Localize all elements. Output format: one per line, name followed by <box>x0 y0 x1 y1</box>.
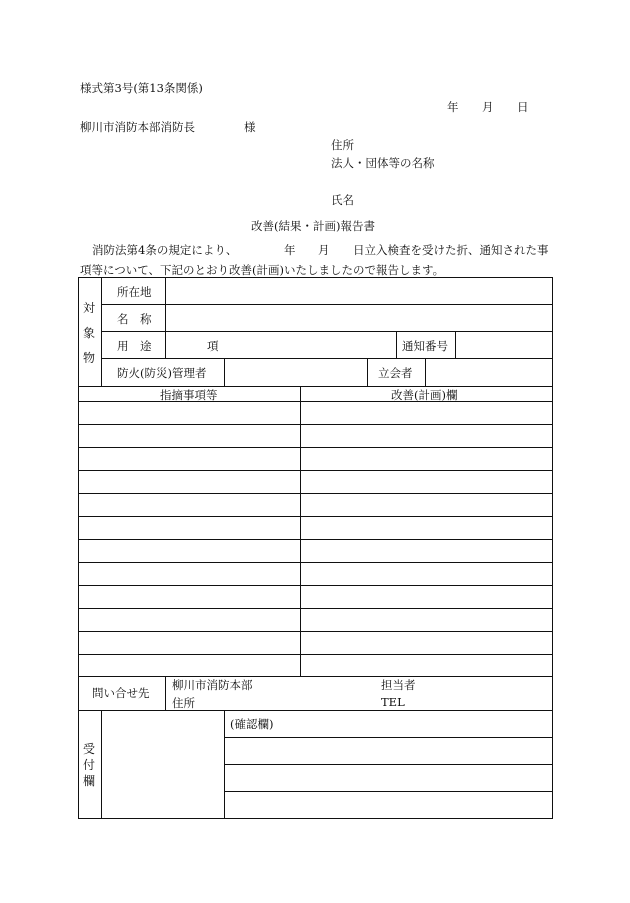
contact-label: 問い合せ先 <box>92 686 150 700</box>
date-year: 年 <box>447 100 459 114</box>
witness-label: 立会者 <box>378 366 413 380</box>
body-line1-b: 日立入検査を受けた折、通知された事 <box>353 243 549 257</box>
contact-tel-label: TEL <box>381 695 405 709</box>
body-line1-a: 消防法第4条の規定により、 <box>92 243 238 257</box>
applicant-address-label: 住所 <box>331 138 354 152</box>
addressee-name: 柳川市消防本部消防長 <box>80 120 195 134</box>
target-label: 対象物 <box>82 301 95 366</box>
reception-label: 受付欄 <box>82 742 95 789</box>
use-label: 用 途 <box>117 339 152 353</box>
name-label: 名 称 <box>117 312 152 326</box>
location-label: 所在地 <box>117 285 152 299</box>
col-improvement: 改善(計画)欄 <box>391 388 458 402</box>
contact-org: 柳川市消防本部 <box>172 678 253 692</box>
body-month: 月 <box>318 243 330 257</box>
date-day: 日 <box>517 100 529 114</box>
col-findings: 指摘事項等 <box>160 388 218 402</box>
date-month: 月 <box>482 100 494 114</box>
notice-no-label: 通知番号 <box>402 339 448 353</box>
applicant-org-label: 法人・団体等の名称 <box>331 156 435 170</box>
addressee-honorific: 様 <box>244 120 256 134</box>
report-title: 改善(結果・計画)報告書 <box>251 219 375 233</box>
item-label: 項 <box>207 339 219 353</box>
body-year: 年 <box>284 243 296 257</box>
confirm-label: (確認欄) <box>230 717 274 731</box>
contact-person-label: 担当者 <box>381 678 416 692</box>
form-number: 様式第3号(第13条関係) <box>80 81 203 95</box>
applicant-name-label: 氏名 <box>331 193 354 207</box>
fire-manager-label: 防火(防災)管理者 <box>117 366 207 380</box>
contact-address-label: 住所 <box>172 696 195 710</box>
body-line2: 項等について、下記のとおり改善(計画)いたしましたので報告します。 <box>80 263 445 277</box>
